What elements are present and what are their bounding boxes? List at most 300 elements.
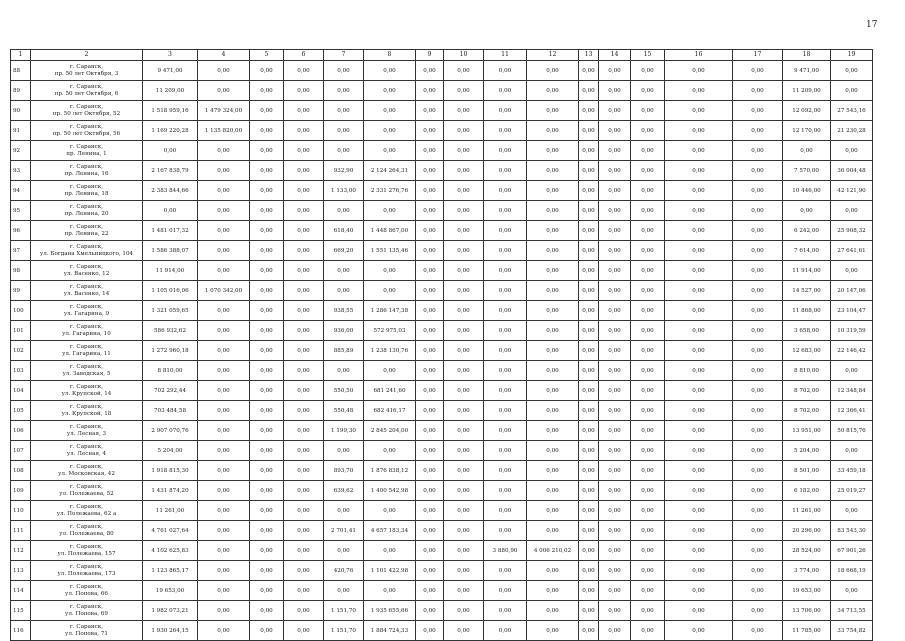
- value-cell: 67 901,26: [831, 541, 873, 561]
- value-cell: 0,00: [665, 421, 733, 441]
- value-cell: 8 501,00: [783, 461, 831, 481]
- value-cell: 0,00: [324, 141, 364, 161]
- value-cell: 0,00: [444, 281, 484, 301]
- row-number: 115: [11, 601, 31, 621]
- value-cell: 0,00: [579, 381, 599, 401]
- value-cell: 11 209,00: [143, 81, 198, 101]
- table-row: [11, 141, 873, 161]
- value-cell: 22 146,42: [831, 341, 873, 361]
- value-cell: 0,00: [324, 441, 364, 461]
- value-cell: 938,55: [324, 301, 364, 321]
- value-cell: 7 570,00: [783, 161, 831, 181]
- value-cell: 0,00: [284, 241, 324, 261]
- value-cell: 0,00: [631, 81, 665, 101]
- value-cell: 0,00: [579, 81, 599, 101]
- value-cell: 0,00: [416, 61, 444, 81]
- value-cell: 83 543,30: [831, 521, 873, 541]
- value-cell: 0,00: [284, 561, 324, 581]
- value-cell: 0,00: [527, 201, 579, 221]
- value-cell: 0,00: [631, 121, 665, 141]
- value-cell: 0,00: [416, 161, 444, 181]
- row-number: 99: [11, 281, 31, 301]
- value-cell: 0,00: [284, 381, 324, 401]
- value-cell: 0,00: [599, 81, 631, 101]
- row-number: 110: [11, 501, 31, 521]
- value-cell: 36 004,48: [831, 161, 873, 181]
- value-cell: 0,00: [733, 461, 783, 481]
- value-cell: 0,00: [198, 381, 250, 401]
- address-cell: [31, 121, 143, 141]
- value-cell: 0,00: [733, 561, 783, 581]
- value-cell: 0,00: [831, 361, 873, 381]
- value-cell: 572 975,03: [364, 321, 416, 341]
- value-cell: 0,00: [631, 501, 665, 521]
- value-cell: 0,00: [665, 401, 733, 421]
- value-cell: 0,00: [484, 481, 527, 501]
- value-cell: 0,00: [484, 161, 527, 181]
- address-cell: [31, 141, 143, 161]
- value-cell: 0,00: [599, 541, 631, 561]
- value-cell: 1 199,30: [324, 421, 364, 441]
- value-cell: 28 524,00: [783, 541, 831, 561]
- value-cell: 0,00: [484, 441, 527, 461]
- value-cell: 0,00: [527, 521, 579, 541]
- value-cell: 0,00: [599, 281, 631, 301]
- value-cell: 3 774,00: [783, 561, 831, 581]
- address-city: г. Саранск,: [69, 224, 104, 231]
- value-cell: 27 543,16: [831, 101, 873, 121]
- value-cell: 0,00: [324, 501, 364, 521]
- value-cell: 0,00: [444, 121, 484, 141]
- value-cell: 0,00: [733, 381, 783, 401]
- value-cell: 0,00: [665, 141, 733, 161]
- address-city: г. Саранск,: [69, 144, 104, 151]
- value-cell: 4 761 027,64: [143, 521, 198, 541]
- value-cell: 0,00: [665, 321, 733, 341]
- value-cell: 0,00: [527, 421, 579, 441]
- value-cell: 12 348,84: [831, 381, 873, 401]
- value-cell: 0,00: [416, 221, 444, 241]
- value-cell: 13 951,00: [783, 421, 831, 441]
- value-cell: 0,00: [631, 101, 665, 121]
- value-cell: 33 459,18: [831, 461, 873, 481]
- header-cell: 9: [416, 50, 444, 61]
- value-cell: 1 133,00: [324, 181, 364, 201]
- table-row: [11, 501, 873, 521]
- value-cell: 0,00: [284, 81, 324, 101]
- value-cell: 420,76: [324, 561, 364, 581]
- value-cell: 0,00: [527, 61, 579, 81]
- value-cell: 0,00: [198, 601, 250, 621]
- address-cell: [31, 61, 143, 81]
- value-cell: 0,00: [444, 81, 484, 101]
- address-street: пр. Ленина, 22: [64, 230, 109, 237]
- value-cell: 0,00: [665, 161, 733, 181]
- address-cell: [31, 161, 143, 181]
- value-cell: 0,00: [416, 361, 444, 381]
- value-cell: 0,00: [527, 361, 579, 381]
- value-cell: 0,00: [484, 401, 527, 421]
- value-cell: 0,00: [733, 441, 783, 461]
- value-cell: 0,00: [364, 201, 416, 221]
- value-cell: 0,00: [364, 61, 416, 81]
- address-city: г. Саранск,: [69, 304, 104, 311]
- address-street: ул. Лесная, 3: [66, 430, 107, 437]
- value-cell: 3 658,00: [783, 321, 831, 341]
- address-street: ул. Попова, 71: [65, 630, 108, 637]
- header-cell: 15: [631, 50, 665, 61]
- value-cell: 0,00: [579, 621, 599, 641]
- value-cell: 0,00: [579, 161, 599, 181]
- value-cell: 2 124 264,31: [364, 161, 416, 181]
- value-cell: 0,00: [631, 461, 665, 481]
- value-cell: 0,00: [364, 121, 416, 141]
- value-cell: 0,00: [284, 541, 324, 561]
- value-cell: 0,00: [484, 561, 527, 581]
- value-cell: 0,00: [831, 261, 873, 281]
- value-cell: 0,00: [579, 341, 599, 361]
- value-cell: 0,00: [733, 361, 783, 381]
- value-cell: 639,62: [324, 481, 364, 501]
- value-cell: 0,00: [599, 461, 631, 481]
- address-cell: [31, 441, 143, 461]
- address-street: ул. Богдана Хмельницкого, 104: [39, 250, 134, 257]
- value-cell: 1 286 147,38: [364, 301, 416, 321]
- value-cell: 0,00: [831, 61, 873, 81]
- value-cell: 0,00: [665, 101, 733, 121]
- value-cell: 0,00: [484, 461, 527, 481]
- row-number: 89: [11, 81, 31, 101]
- value-cell: 669,20: [324, 241, 364, 261]
- value-cell: 0,00: [250, 101, 284, 121]
- header-cell: 16: [665, 50, 733, 61]
- value-cell: 0,00: [416, 321, 444, 341]
- value-cell: 0,00: [527, 81, 579, 101]
- value-cell: 0,00: [284, 201, 324, 221]
- value-cell: 0,00: [579, 241, 599, 261]
- value-cell: 0,00: [599, 421, 631, 441]
- value-cell: 0,00: [733, 541, 783, 561]
- value-cell: 11 209,00: [783, 81, 831, 101]
- value-cell: 0,00: [364, 141, 416, 161]
- value-cell: 0,00: [783, 141, 831, 161]
- value-cell: 0,00: [631, 61, 665, 81]
- value-cell: 0,00: [484, 261, 527, 281]
- value-cell: 0,00: [444, 301, 484, 321]
- value-cell: 0,00: [527, 301, 579, 321]
- value-cell: 0,00: [733, 481, 783, 501]
- value-cell: 0,00: [631, 301, 665, 321]
- value-cell: 1 169 220,28: [143, 121, 198, 141]
- value-cell: 0,00: [527, 141, 579, 161]
- value-cell: 0,00: [416, 81, 444, 101]
- value-cell: 0,00: [665, 541, 733, 561]
- value-cell: 0,00: [599, 101, 631, 121]
- value-cell: 8 702,00: [783, 401, 831, 421]
- value-cell: 2 701,41: [324, 521, 364, 541]
- value-cell: 0,00: [198, 341, 250, 361]
- value-cell: 0,00: [733, 181, 783, 201]
- value-cell: 21 230,28: [831, 121, 873, 141]
- table-row: [11, 101, 873, 121]
- value-cell: 0,00: [416, 601, 444, 621]
- value-cell: 0,00: [484, 601, 527, 621]
- address-cell: [31, 501, 143, 521]
- table-row: [11, 201, 873, 221]
- value-cell: 0,00: [733, 601, 783, 621]
- value-cell: 0,00: [444, 141, 484, 161]
- value-cell: 0,00: [250, 601, 284, 621]
- value-cell: 0,00: [416, 441, 444, 461]
- header-cell: 8: [364, 50, 416, 61]
- value-cell: 0,00: [631, 381, 665, 401]
- address-street: ул. Васенко, 12: [63, 270, 110, 277]
- address-street: ул. Заводская, 5: [62, 370, 111, 377]
- table-row: [11, 361, 873, 381]
- row-number: 94: [11, 181, 31, 201]
- value-cell: 0,00: [198, 201, 250, 221]
- header-cell: 3: [143, 50, 198, 61]
- value-cell: 0,00: [284, 161, 324, 181]
- address-street: пр. Ленина, 20: [64, 210, 109, 217]
- header-cell: 18: [783, 50, 831, 61]
- value-cell: 0,00: [631, 421, 665, 441]
- value-cell: 0,00: [250, 221, 284, 241]
- header-cell: 5: [250, 50, 284, 61]
- address-city: г. Саранск,: [69, 344, 104, 351]
- value-cell: 1 518 959,16: [143, 101, 198, 121]
- value-cell: 0,00: [484, 141, 527, 161]
- value-cell: 0,00: [527, 601, 579, 621]
- address-street: ул. Полежаева, 62 а: [56, 510, 117, 517]
- row-number: 114: [11, 581, 31, 601]
- value-cell: 0,00: [444, 401, 484, 421]
- address-street: ул. Полежаева, 173: [57, 570, 116, 577]
- value-cell: 586 932,62: [143, 321, 198, 341]
- value-cell: 0,00: [198, 81, 250, 101]
- value-cell: 0,00: [527, 181, 579, 201]
- header-cell: 4: [198, 50, 250, 61]
- value-cell: 1 238 130,76: [364, 341, 416, 361]
- header-cell: 2: [31, 50, 143, 61]
- value-cell: 0,00: [198, 621, 250, 641]
- value-cell: 0,00: [444, 441, 484, 461]
- value-cell: 0,00: [250, 441, 284, 461]
- table-row: [11, 241, 873, 261]
- value-cell: 0,00: [631, 401, 665, 421]
- value-cell: 0,00: [284, 261, 324, 281]
- value-cell: 1 586 388,07: [143, 241, 198, 261]
- value-cell: 1 481 017,32: [143, 221, 198, 241]
- header-cell: 17: [733, 50, 783, 61]
- row-number: 98: [11, 261, 31, 281]
- value-cell: 0,00: [364, 361, 416, 381]
- address-cell: [31, 181, 143, 201]
- row-number: 112: [11, 541, 31, 561]
- value-cell: 0,00: [416, 301, 444, 321]
- value-cell: 0,00: [579, 141, 599, 161]
- row-number: 102: [11, 341, 31, 361]
- address-street: пр. 50 лет Октября, 3: [54, 70, 119, 77]
- row-number: 101: [11, 321, 31, 341]
- value-cell: 893,70: [324, 461, 364, 481]
- value-cell: 0,00: [579, 101, 599, 121]
- value-cell: 1 431 874,20: [143, 481, 198, 501]
- value-cell: 0,00: [631, 321, 665, 341]
- value-cell: 0,00: [250, 121, 284, 141]
- value-cell: 0,00: [665, 601, 733, 621]
- value-cell: 6 242,00: [783, 221, 831, 241]
- value-cell: 0,00: [484, 101, 527, 121]
- address-cell: [31, 301, 143, 321]
- value-cell: 0,00: [733, 221, 783, 241]
- value-cell: 11 261,00: [783, 501, 831, 521]
- header-cell: 1: [11, 50, 31, 61]
- value-cell: 0,00: [484, 621, 527, 641]
- address-street: пр. 50 лет Октября, 6: [54, 90, 119, 97]
- value-cell: 0,00: [284, 441, 324, 461]
- value-cell: 0,00: [198, 221, 250, 241]
- value-cell: 0,00: [324, 101, 364, 121]
- value-cell: 0,00: [444, 421, 484, 441]
- value-cell: 0,00: [527, 321, 579, 341]
- value-cell: 0,00: [631, 601, 665, 621]
- value-cell: 4 102 625,83: [143, 541, 198, 561]
- value-cell: 1 151,70: [324, 621, 364, 641]
- value-cell: 0,00: [484, 241, 527, 261]
- value-cell: 0,00: [198, 561, 250, 581]
- row-number: 104: [11, 381, 31, 401]
- address-cell: [31, 621, 143, 641]
- address-city: г. Саранск,: [69, 164, 104, 171]
- value-cell: 0,00: [665, 241, 733, 261]
- value-cell: 0,00: [733, 241, 783, 261]
- row-number: 92: [11, 141, 31, 161]
- address-city: г. Саранск,: [69, 484, 104, 491]
- value-cell: 1 448 867,00: [364, 221, 416, 241]
- value-cell: 0,00: [250, 361, 284, 381]
- value-cell: 0,00: [284, 141, 324, 161]
- row-number: 107: [11, 441, 31, 461]
- value-cell: 1 151,70: [324, 601, 364, 621]
- value-cell: 25 019,27: [831, 481, 873, 501]
- value-cell: 20 147,06: [831, 281, 873, 301]
- address-cell: [31, 241, 143, 261]
- value-cell: 0,00: [631, 141, 665, 161]
- value-cell: 0,00: [631, 221, 665, 241]
- header-cell: 14: [599, 50, 631, 61]
- value-cell: 1 982 073,21: [143, 601, 198, 621]
- value-cell: 0,00: [416, 461, 444, 481]
- value-cell: 10 319,59: [831, 321, 873, 341]
- value-cell: 0,00: [599, 441, 631, 461]
- value-cell: 0,00: [198, 61, 250, 81]
- value-cell: 0,00: [364, 501, 416, 521]
- value-cell: 0,00: [250, 81, 284, 101]
- value-cell: 0,00: [527, 241, 579, 261]
- value-cell: 0,00: [284, 281, 324, 301]
- address-city: г. Саранск,: [69, 124, 104, 131]
- value-cell: 0,00: [444, 241, 484, 261]
- row-number: 113: [11, 561, 31, 581]
- value-cell: 1 135 820,00: [198, 121, 250, 141]
- value-cell: 0,00: [284, 321, 324, 341]
- value-cell: 0,00: [631, 441, 665, 461]
- value-cell: 0,00: [631, 481, 665, 501]
- value-cell: 0,00: [198, 401, 250, 421]
- value-cell: 19 653,00: [143, 581, 198, 601]
- value-cell: 0,00: [579, 521, 599, 541]
- value-cell: 0,00: [665, 61, 733, 81]
- address-city: г. Саранск,: [69, 424, 104, 431]
- value-cell: 0,00: [444, 381, 484, 401]
- value-cell: 0,00: [733, 201, 783, 221]
- value-cell: 0,00: [444, 221, 484, 241]
- value-cell: 936,00: [324, 321, 364, 341]
- value-cell: 0,00: [284, 301, 324, 321]
- value-cell: 0,00: [250, 621, 284, 641]
- address-city: г. Саранск,: [69, 264, 104, 271]
- value-cell: 0,00: [599, 621, 631, 641]
- value-cell: 0,00: [631, 521, 665, 541]
- address-cell: [31, 221, 143, 241]
- value-cell: 682 416,17: [364, 401, 416, 421]
- value-cell: 0,00: [631, 541, 665, 561]
- table-row: [11, 161, 873, 181]
- value-cell: 12 683,00: [783, 341, 831, 361]
- address-city: г. Саранск,: [69, 624, 104, 631]
- table-row: [11, 61, 873, 81]
- table-row: [11, 341, 873, 361]
- address-street: ул. Гагарина, 11: [62, 350, 111, 357]
- value-cell: 0,00: [665, 381, 733, 401]
- row-number: 91: [11, 121, 31, 141]
- value-cell: 0,00: [250, 201, 284, 221]
- value-cell: 12 366,41: [831, 401, 873, 421]
- value-cell: 2 845 204,00: [364, 421, 416, 441]
- value-cell: 0,00: [324, 361, 364, 381]
- value-cell: 0,00: [250, 421, 284, 441]
- value-cell: 34 713,55: [831, 601, 873, 621]
- value-cell: 1 551 135,46: [364, 241, 416, 261]
- value-cell: 0,00: [284, 181, 324, 201]
- value-cell: 0,00: [250, 541, 284, 561]
- table-row: [11, 581, 873, 601]
- value-cell: 1 123 865,17: [143, 561, 198, 581]
- value-cell: 0,00: [250, 181, 284, 201]
- value-cell: 0,00: [665, 281, 733, 301]
- value-cell: 0,00: [250, 141, 284, 161]
- value-cell: 0,00: [579, 541, 599, 561]
- value-cell: 0,00: [444, 181, 484, 201]
- table-row: [11, 261, 873, 281]
- value-cell: 0,00: [527, 261, 579, 281]
- value-cell: 0,00: [733, 321, 783, 341]
- value-cell: 11 914,00: [783, 261, 831, 281]
- value-cell: 0,00: [284, 421, 324, 441]
- value-cell: 0,00: [250, 281, 284, 301]
- value-cell: 23 104,47: [831, 301, 873, 321]
- value-cell: 0,00: [579, 201, 599, 221]
- address-street: пр. Ленина, 16: [64, 170, 109, 177]
- address-cell: [31, 321, 143, 341]
- row-number: 100: [11, 301, 31, 321]
- value-cell: 0,00: [665, 201, 733, 221]
- address-city: г. Саранск,: [69, 364, 104, 371]
- value-cell: 50 815,76: [831, 421, 873, 441]
- value-cell: 0,00: [484, 301, 527, 321]
- value-cell: 0,00: [527, 121, 579, 141]
